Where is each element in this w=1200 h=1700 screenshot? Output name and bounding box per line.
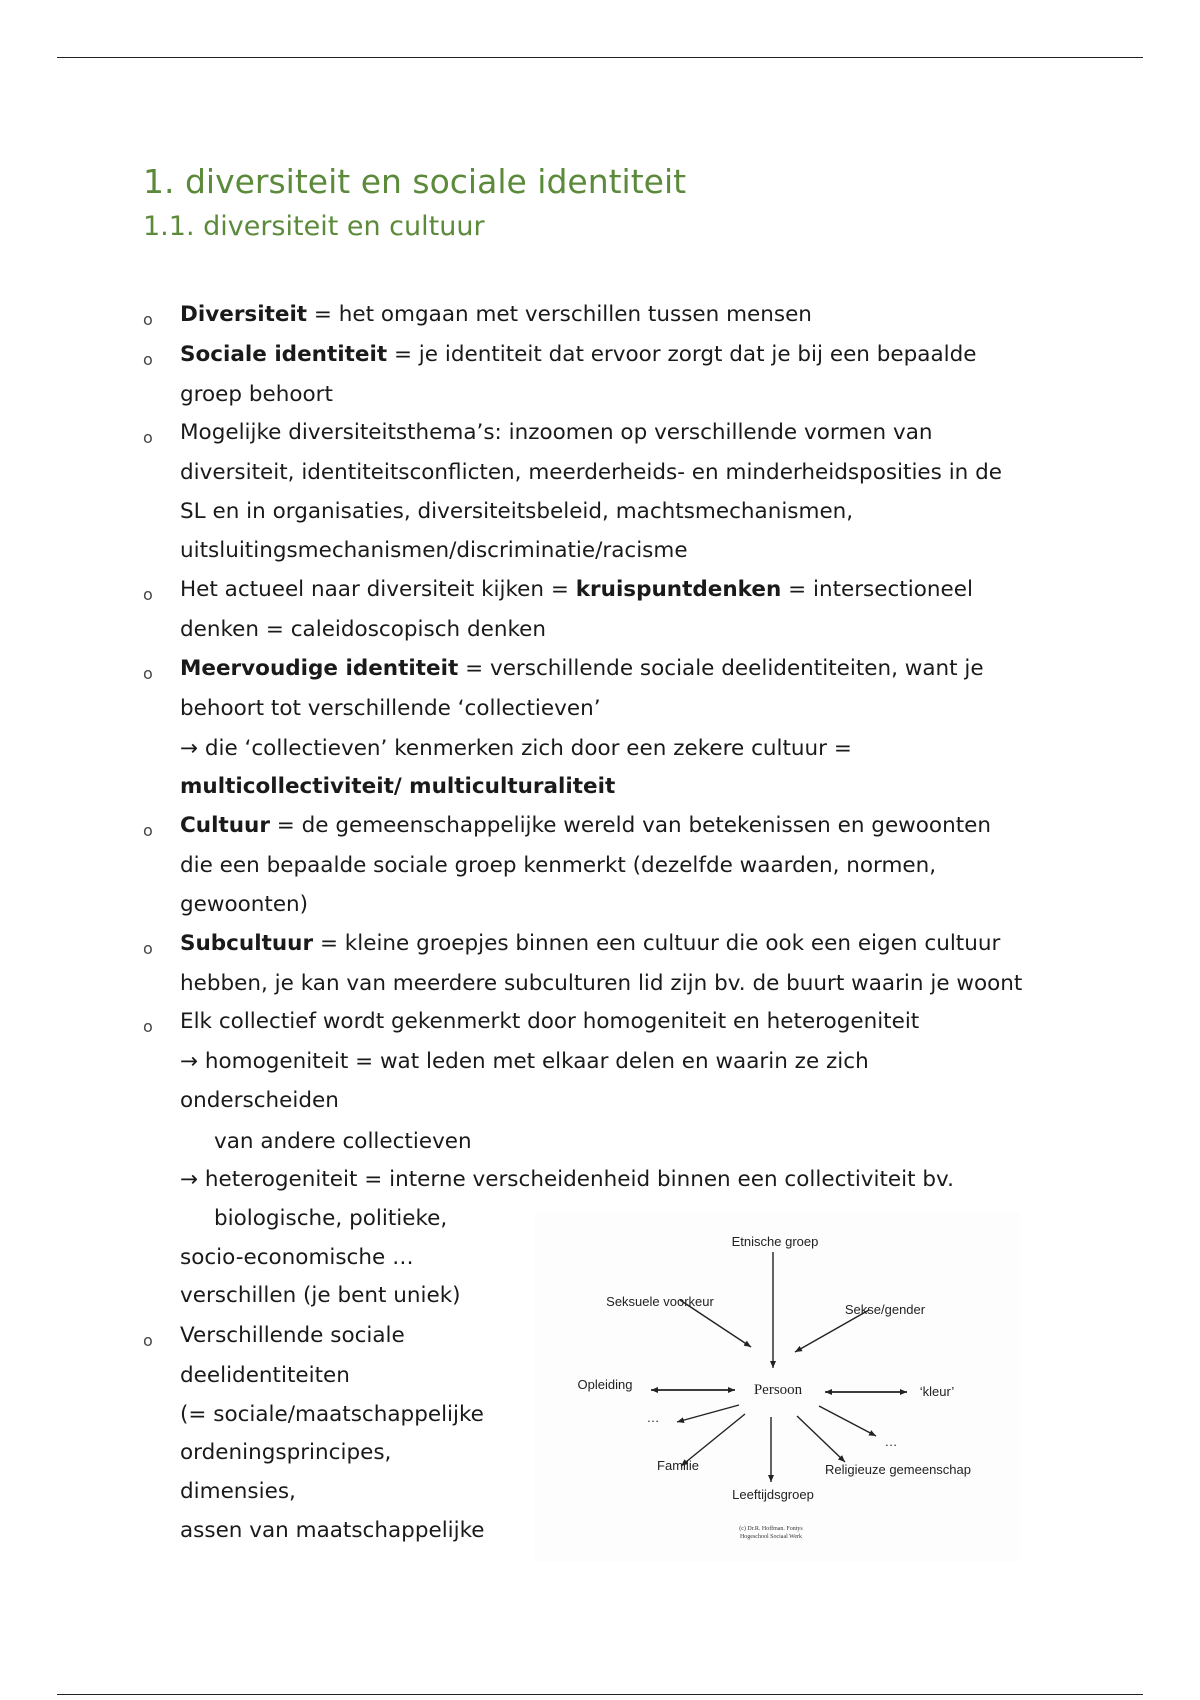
arrow-dots-right xyxy=(819,1406,876,1436)
text-line: verschillen (je bent uniek) xyxy=(180,1283,461,1308)
bullet-marker: o xyxy=(143,1017,153,1036)
label-religie: Religieuze gemeenschap xyxy=(825,1462,971,1477)
label-sekse: Sekse/gender xyxy=(844,1302,926,1317)
list-item-collectief: Elk collectief wordt gekenmerkt door homogeniteit en heterogeniteit xyxy=(180,1009,920,1034)
label-dots-right: … xyxy=(884,1434,898,1449)
label-kleur: ‘kleur’ xyxy=(919,1384,955,1399)
text-line: hebben, je kan van meerdere subculturen lid zijn bv. de buurt waarin je woont xyxy=(180,971,1023,996)
definition-text: = je identiteit dat ervoor zorgt dat je bij een bepaalde xyxy=(387,342,977,367)
list-item-deelidentiteiten: Verschillende sociale xyxy=(180,1323,405,1348)
list-item-cultuur xyxy=(180,813,991,839)
text-line: onderscheiden xyxy=(180,1088,339,1113)
text-line: dimensies, xyxy=(180,1479,296,1504)
label-etnische: Etnische groep xyxy=(731,1234,819,1249)
definition-text: = de gemeenschappelijke wereld van betekenissen en gewoonten xyxy=(269,813,991,838)
bullet-marker: o xyxy=(143,1331,153,1350)
term-kruispuntdenken: kruispuntdenken xyxy=(575,577,782,602)
text-line xyxy=(180,774,615,800)
text-line: → heterogeniteit = interne verscheidenheid binnen een collectiviteit bv. xyxy=(180,1167,954,1192)
term-diversiteit: Diversiteit xyxy=(180,302,308,327)
list-item-diversiteit xyxy=(180,302,812,328)
arrow-religie xyxy=(797,1416,845,1462)
text-line: behoort tot verschillende ‘collectieven’ xyxy=(180,696,601,721)
credit-line-1: (c) Dr.R. Hoffman. Fontys xyxy=(739,1526,803,1532)
text-span: = intersectioneel xyxy=(781,577,973,602)
text-line: van andere collectieven xyxy=(214,1129,472,1154)
label-dots-left: … xyxy=(646,1410,660,1425)
list-item-sociale-identiteit xyxy=(180,342,976,368)
bullet-marker: o xyxy=(143,585,153,604)
term-cultuur: Cultuur xyxy=(180,813,270,838)
text-line: uitsluitingsmechanismen/discriminatie/racisme xyxy=(180,538,688,563)
label-opleiding: Opleiding xyxy=(577,1377,633,1392)
text-line: (= sociale/maatschappelijke xyxy=(180,1402,484,1427)
definition-text: = kleine groepjes binnen een cultuur die ook een eigen cultuur xyxy=(313,931,1001,956)
text-line: diversiteit, identiteitsconflicten, meerderheids- en minderheidsposities in de xyxy=(180,460,1003,485)
text-line: socio-economische … xyxy=(180,1245,414,1270)
term-subcultuur: Subcultuur xyxy=(180,931,314,956)
term-meervoudige-identiteit: Meervoudige identiteit xyxy=(180,656,459,681)
text-line: denken = caleidoscopisch denken xyxy=(180,617,547,642)
label-persoon: Persoon xyxy=(753,1382,803,1398)
text-line: → die ‘collectieven’ kenmerken zich door een zekere cultuur = xyxy=(180,736,852,761)
top-rule xyxy=(57,57,1143,58)
list-item-subcultuur xyxy=(180,931,1000,957)
heading-1: 1. diversiteit en sociale identiteit xyxy=(143,162,687,201)
text-span: Het actueel naar diversiteit kijken = xyxy=(180,577,576,602)
text-line: biologische, politieke, xyxy=(214,1206,448,1231)
label-familie: Familie xyxy=(657,1458,699,1473)
text-line: SL en in organisaties, diversiteitsbeleid, machtsmechanismen, xyxy=(180,499,854,524)
definition-text: = verschillende sociale deelidentiteiten, want je xyxy=(458,656,984,681)
list-item-thema: Mogelijke diversiteitsthema’s: inzoomen op verschillende vormen van xyxy=(180,420,933,445)
label-seksuele: Seksuele voorkeur xyxy=(606,1294,714,1309)
list-item-meervoudige xyxy=(180,656,984,682)
text-line: groep behoort xyxy=(180,382,333,407)
credit-line-2: Hogeschool Sociaal Werk xyxy=(739,1534,803,1540)
list-item-kruispunt xyxy=(180,577,973,603)
term-multicollectiviteit: multicollectiviteit/ multiculturaliteit xyxy=(180,774,616,799)
label-leeftijd: Leeftijdsgroep xyxy=(732,1487,814,1502)
text-line: deelidentiteiten xyxy=(180,1363,350,1388)
text-line: → homogeniteit = wat leden met elkaar delen en waarin ze zich xyxy=(180,1049,869,1074)
text-line: ordeningsprincipes, xyxy=(180,1440,392,1465)
bullet-marker: o xyxy=(143,350,153,369)
bottom-rule xyxy=(57,1694,1143,1695)
identity-diagram-svg xyxy=(535,1212,1020,1562)
bullet-marker: o xyxy=(143,428,153,447)
text-line: die een bepaalde sociale groep kenmerkt (dezelfde waarden, normen, xyxy=(180,853,937,878)
bullet-marker: o xyxy=(143,939,153,958)
text-line: gewoonten) xyxy=(180,892,309,917)
term-sociale-identiteit: Sociale identiteit xyxy=(180,342,388,367)
arrow-dots-left xyxy=(677,1405,739,1422)
bullet-marker: o xyxy=(143,821,153,840)
heading-2: 1.1. diversiteit en cultuur xyxy=(143,211,485,242)
bullet-marker: o xyxy=(143,664,153,683)
bullet-marker: o xyxy=(143,310,153,329)
definition-text: = het omgaan met verschillen tussen mensen xyxy=(307,302,812,327)
identity-diagram xyxy=(535,1212,1020,1562)
text-line: assen van maatschappelijke xyxy=(180,1518,485,1543)
